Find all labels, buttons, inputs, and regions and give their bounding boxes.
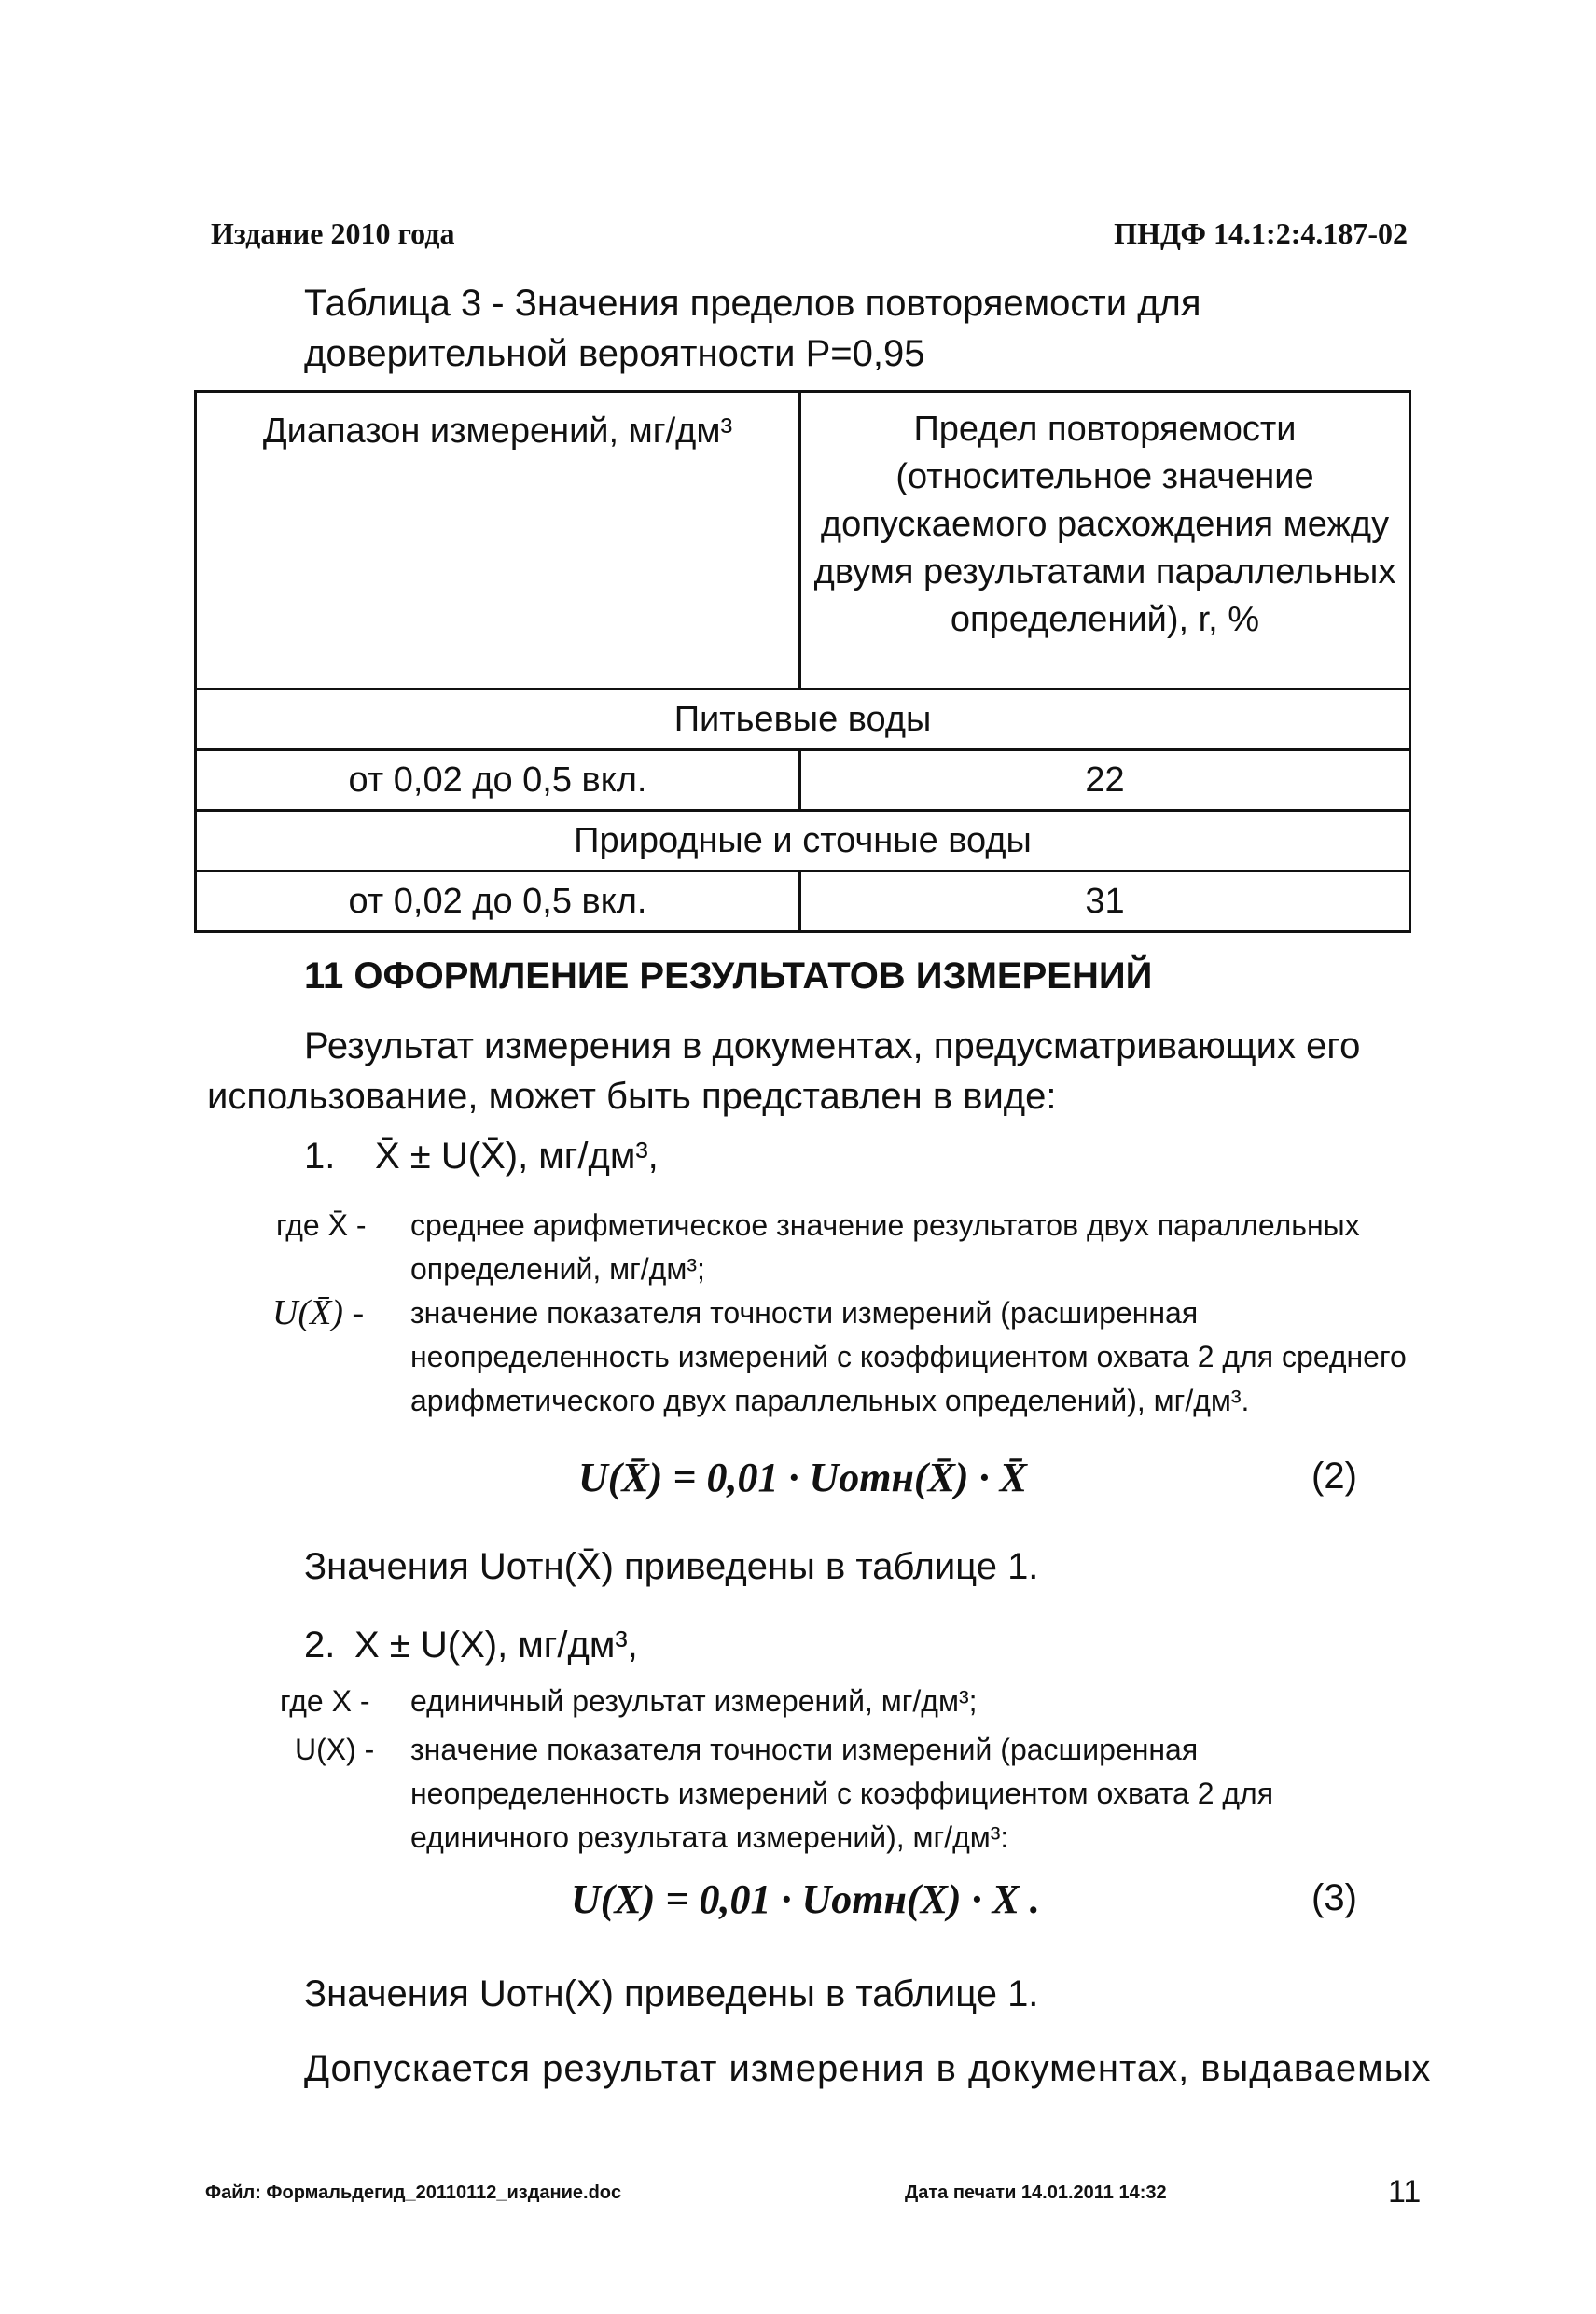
repeatability-table	[194, 390, 1411, 933]
range-cell: от 0,02 до 0,5 вкл.	[196, 750, 800, 811]
table-header-row	[196, 392, 1410, 690]
formula-2: U(X̄) = 0,01 · Uотн(X̄) · X̄	[578, 1455, 1027, 1500]
section-title: Природные и сточные воды	[196, 811, 1410, 871]
limit-cell: 31	[800, 871, 1410, 932]
table-caption: Таблица 3 - Значения пределов повторяемости для доверительной вероятности P=0,95	[304, 283, 1201, 374]
table-row	[196, 871, 1410, 932]
item2-expression: X ± U(X), мг/дм³,	[354, 1624, 638, 1666]
section-title: Питьевые воды	[196, 690, 1410, 750]
column-header-limit: Предел повторяемости (относительное значение допускаемого расхождения между двумя результатами параллельных определений), r, %	[800, 392, 1410, 690]
footer-file-name: Файл: Формальдегид_20110112_издание.doc	[205, 2182, 622, 2203]
item2-def2-term: U(X) -	[295, 1733, 375, 1766]
document-code: ПНДФ 14.1:2:4.187-02	[1114, 216, 1408, 250]
item2-def1-term: где X -	[280, 1684, 370, 1718]
item1-def2-text: значение показателя точности измерений (расширенная неопределенность измерений с коэффициентом охвата 2 для среднего арифметического двух параллельных определений), мг/дм³.	[410, 1296, 1407, 1417]
section-heading: 11 ОФОРМЛЕНИЕ РЕЗУЛЬТАТОВ ИЗМЕРЕНИЙ	[304, 955, 1153, 997]
item2-number: 2.	[304, 1624, 336, 1666]
item2-values-note: Значения Uотн(X) приведены в таблице 1.	[304, 1973, 1039, 2014]
range-cell: от 0,02 до 0,5 вкл.	[196, 871, 800, 932]
item1-values-note: Значения Uотн(X̄) приведены в таблице 1.	[304, 1546, 1039, 1587]
edition-label: Издание 2010 года	[211, 216, 455, 250]
limit-cell: 22	[800, 750, 1410, 811]
formula-3: U(X) = 0,01 · Uотн(X) · X .	[571, 1876, 1040, 1922]
item1-def1-text: среднее арифметическое значение результатов двух параллельных определений, мг/дм³;	[410, 1208, 1360, 1286]
equation-number-3: (3)	[1311, 1877, 1357, 1918]
table-row	[196, 750, 1410, 811]
column-header-range: Диапазон измерений, мг/дм³	[196, 392, 800, 690]
page-number: 11	[1388, 2174, 1422, 2209]
intro-paragraph: Результат измерения в документах, предусматривающих его использование, может быть представлен в виде:	[207, 1025, 1361, 1117]
footer-print-date: Дата печати 14.01.2011 14:32	[905, 2182, 1167, 2203]
table-section-row	[196, 811, 1410, 871]
item1-number: 1.	[304, 1136, 336, 1177]
item1-def2-term: U(X̄) -	[272, 1293, 365, 1332]
item2-def2-text: значение показателя точности измерений (расширенная неопределенность измерений с коэффициентом охвата 2 для единичного результата измерений), мг/дм³:	[410, 1733, 1274, 1854]
item2-def1-text: единичный результат измерений, мг/дм³;	[410, 1684, 978, 1718]
item1-def1-term: где X̄ -	[276, 1208, 367, 1242]
table-section-row	[196, 690, 1410, 750]
closing-paragraph: Допускается результат измерения в документах, выдаваемых	[304, 2048, 1432, 2089]
equation-number-2: (2)	[1311, 1456, 1357, 1497]
item1-expression: X̄ ± U(X̄), мг/дм³,	[375, 1136, 659, 1177]
